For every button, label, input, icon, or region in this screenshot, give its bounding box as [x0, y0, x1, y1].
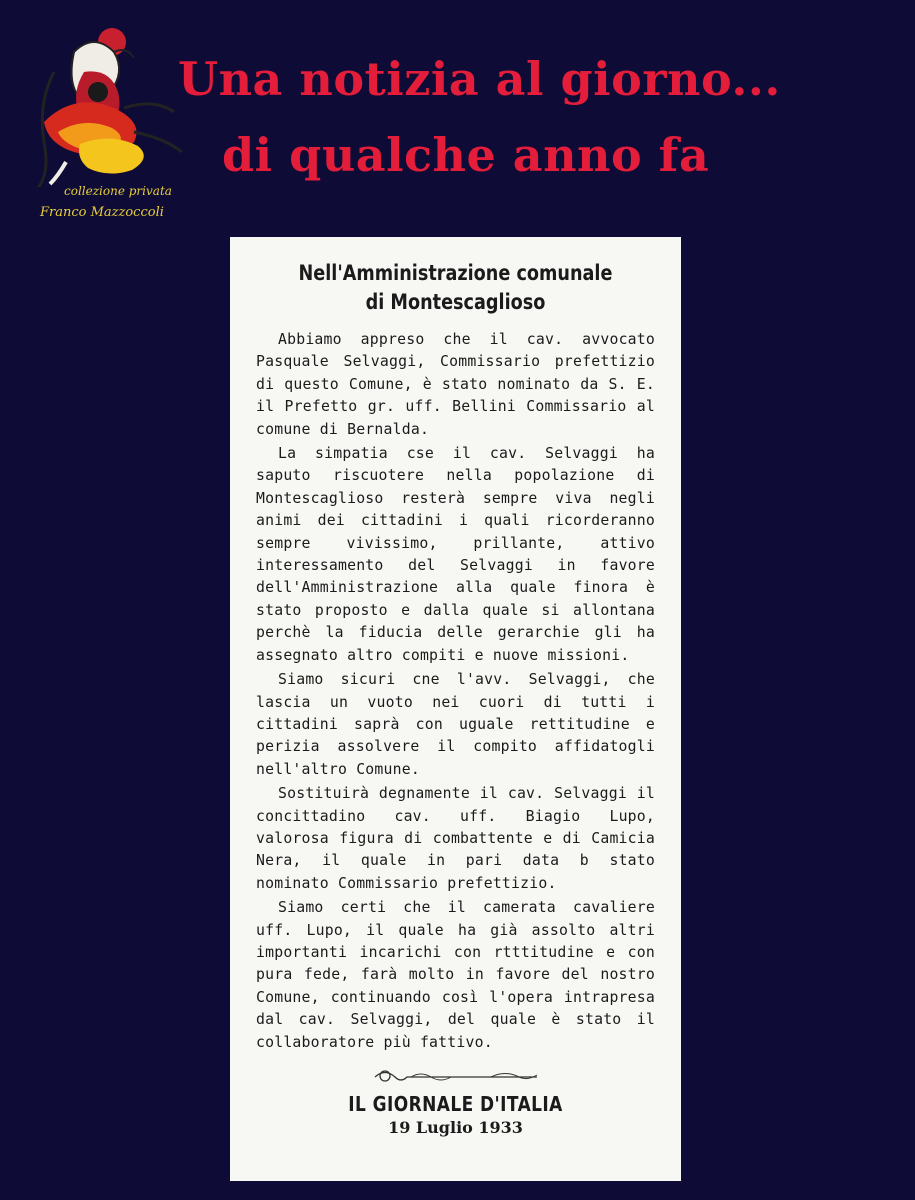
article-title-line-1: Nell'Amministrazione comunale — [298, 261, 613, 285]
article-title-line-2: di Montescaglioso — [365, 290, 546, 314]
article-paragraph: Abbiamo appreso che il cav. avvocato Pasquale Selvaggi, Commissario prefettizio di questo Comune, è stato nominato da S. E. il Prefetto gr. uff. Bellini Commissario al comune di Bernalda. — [256, 331, 655, 438]
collection-logo — [14, 12, 186, 227]
article-paragraph: Sostituirà degnamente il cav. Selvaggi il concittadino cav. uff. Biagio Lupo, valorosa figura di combattente e di Camicia Nera, il quale in pari data b stato nominato Commissario prefettizio. — [256, 785, 655, 892]
ornament-flourish-icon — [371, 1066, 541, 1088]
logo-text-owner: Franco Mazzoccoli — [40, 205, 164, 220]
newspaper-source-name: IL GIORNALE D'ITALIA — [348, 1092, 563, 1116]
article-title — [263, 259, 649, 317]
newspaper-date: 19 Luglio 1933 — [388, 1118, 523, 1137]
newspaper-clipping — [230, 237, 681, 1181]
article-paragraph: Siamo sicuri cne l'avv. Selvaggi, che lascia un vuoto nei cuori di tutti i cittadini saprà con uguale rettitudine e perizia assolvere il compito affidatogli nell'altro Comune. — [256, 671, 655, 778]
headline-line-2: di qualche anno fa — [222, 128, 710, 182]
headline-line-1: Una notizia al giorno... — [178, 52, 781, 106]
logo-text-collection: collezione privata — [64, 184, 172, 198]
dancer-figure-icon — [14, 12, 186, 187]
article-paragraph: Siamo certi che il camerata cavaliere uff. Lupo, il quale ha già assolto altri importanti incarichi con rtttitudine e con pura fede, farà molto in favore del nostro Comune, continuando così l'opera intrapresa dal cav. Selvaggi, del quale è stato il collaboratore più fattivo. — [256, 899, 655, 1051]
article-paragraph: La simpatia cse il cav. Selvaggi ha saputo riscuotere nella popolazione di Montescaglioso resterà sempre viva negli animi dei cittadini i quali ricorderanno sempre vivissimo, prillante, attivo interessamento del Selvaggi in favore dell'Amministrazione alla quale finora è stato proposto e dalla quale si allontana perchè la fiducia delle gerarchie gli ha assegnato altro compiti e nuove missioni. — [256, 445, 655, 664]
